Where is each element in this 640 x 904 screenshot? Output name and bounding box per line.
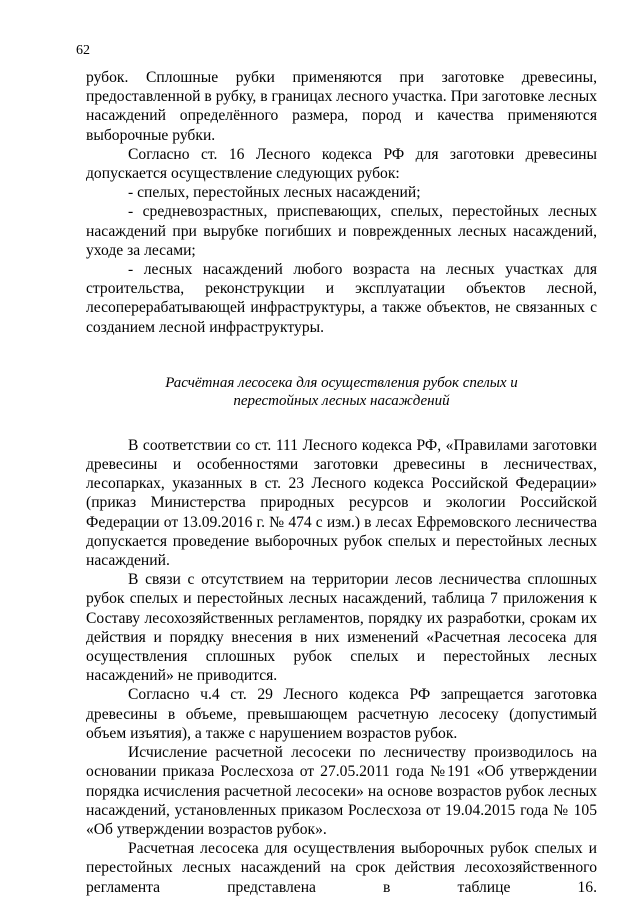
paragraph-article-111-rules: В соответствии со ст. 111 Лесного кодекса РФ, «Правилами заготовки древесины и особенностями заготовки древесины в лесничествах, лесопарках, указанных в ст. 23 Лесного кодекса Российской Федерации» (приказ Министерства природных ресурсов и экологии Российской Федерации от 13.09.2016 г. № 474 с изм.) в лесах Ефремовского лесничества допускается проведение выборочных рубок спелых и перестойных лесных насаждений. [86, 436, 597, 570]
paragraph-forest-code-article-16: Согласно ст. 16 Лесного кодекса РФ для заготовки древесины допускается осуществление следующих рубок: [86, 145, 597, 183]
list-item-mature-stands: - спелых, перестойных лесных насаждений; [128, 184, 421, 202]
section-heading-line-1: Расчётная лесосека для осуществления рубок спелых и [165, 374, 518, 391]
list-item-middle-aged-stands: - средневозрастных, приспевающих, спелых, перестойных лесных насаждений при вырубке погибших и поврежденных лесных насаждений, уходе за лесами; [86, 203, 597, 259]
paragraph-calculation-basis: Исчисление расчетной лесосеки по лесничеству производилось на основании приказа Рослесхоза от 27.05.2011 года №191 «Об утверждении порядка исчисления расчетной лесосеки» на основе возрастов рубок лесных насаждений, установленных приказом Рослесхоза от 19.04.2015 года № 105 «Об утверждении возрастов рубок». [86, 744, 597, 838]
list-item-any-age-stands: - лесных насаждений любого возраста на лесных участках для строительства, реконструкции и эксплуатации объектов лесной, лесоперерабатывающей инфраструктуры, а также объектов, не связанных с созданием лесной инфраструктуры. [86, 261, 597, 336]
document-body [86, 68, 597, 897]
section-heading [86, 374, 597, 410]
paragraph-table-16-reference: Расчетная лесосека для осуществления выборочных рубок спелых и перестойных лесных насаждений на срок действия лесохозяйственного регламента представлена в таблице 16. [86, 840, 597, 896]
paragraph-article-29-prohibition: Согласно ч.4 ст. 29 Лесного кодекса РФ запрещается заготовка древесины в объеме, превышающем расчетную лесосеку (допустимый объем изъятия), а также с нарушением возрастов рубок. [86, 686, 597, 742]
paragraph-no-clear-cuttings: В связи с отсутствием на территории лесов лесничества сплошных рубок спелых и перестойных лесных насаждений, таблица 7 приложения к Составу лесохозяйственных регламентов, порядку их разработки, срокам их действия и порядку внесения в них изменений «Расчетная лесосека для осуществления сплошных рубок спелых и перестойных лесных насаждений» не приводится. [86, 571, 597, 685]
page-number: 62 [76, 43, 90, 58]
paragraph-cutting-types-continued: рубок. Сплошные рубки применяются при заготовке древесины, предоставленной в рубку, в границах лесного участка. При заготовке лесных насаждений определённого размера, пород и качества применяются выборочные рубки. [86, 69, 597, 144]
section-heading-line-2: перестойных лесных насаждений [233, 392, 450, 409]
